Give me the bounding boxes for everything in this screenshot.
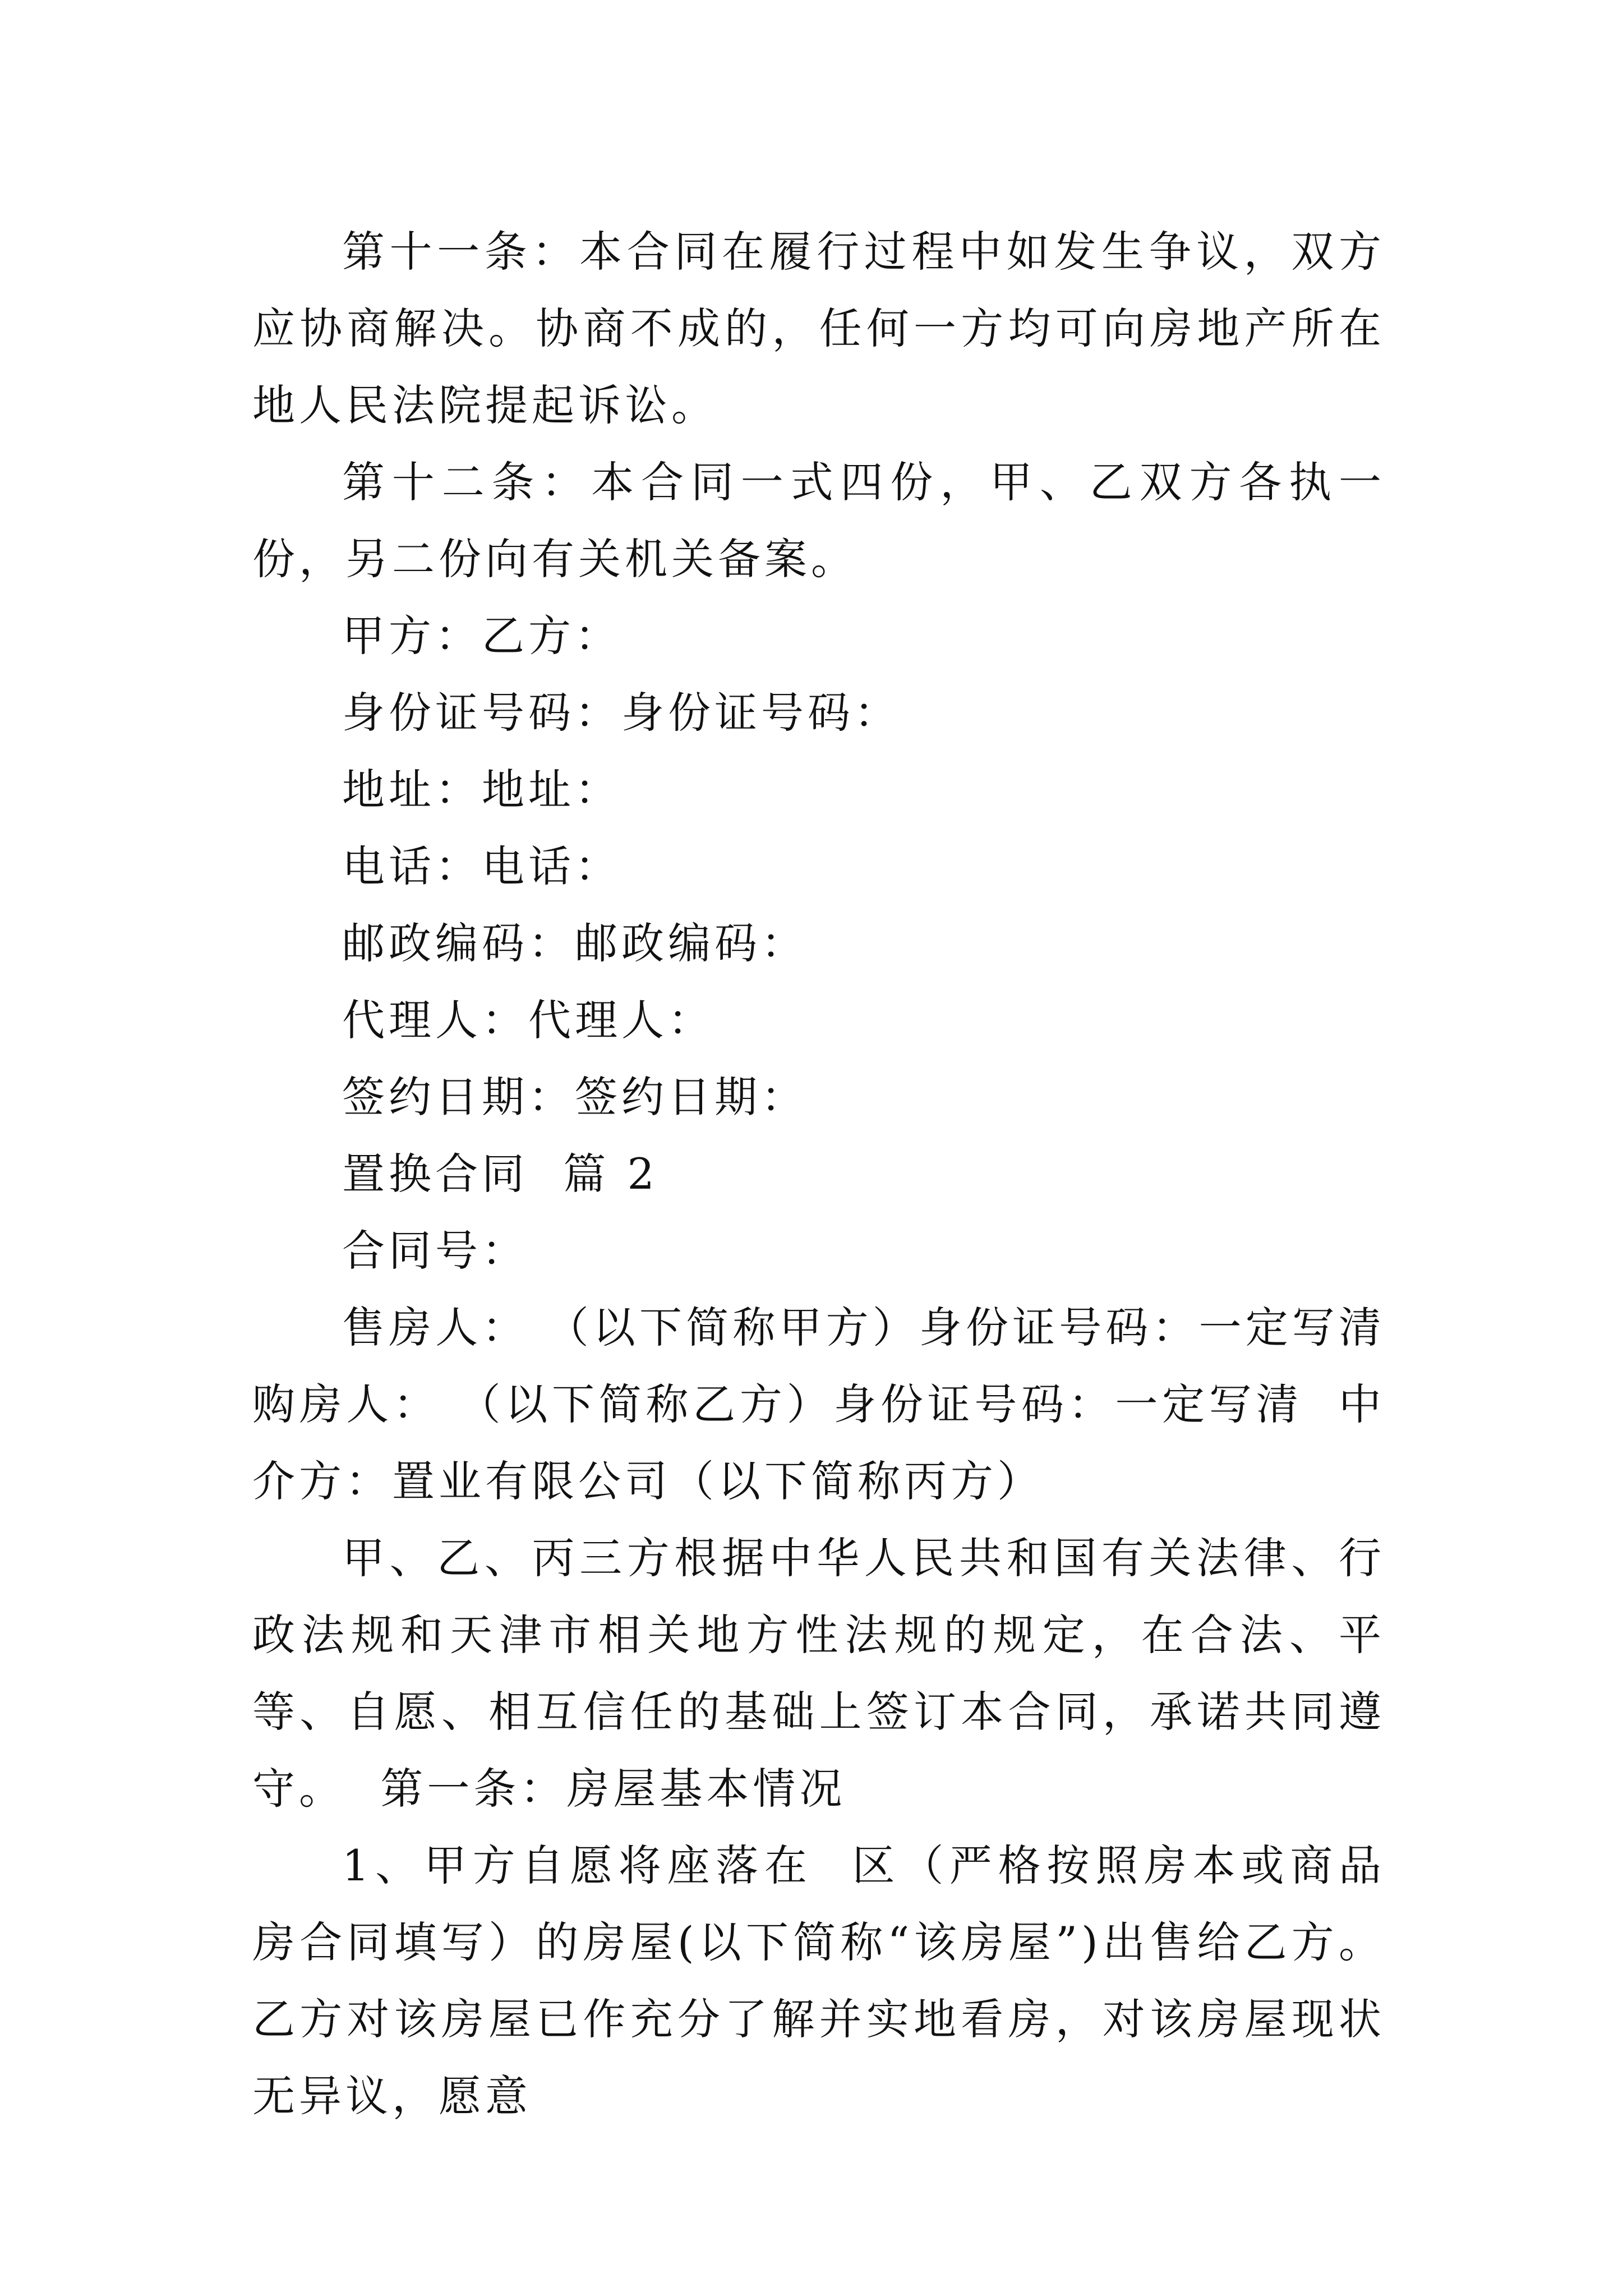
section-heading: 置换合同 篇 2 <box>342 1149 658 1199</box>
paragraph-article-12: 第十二条：本合同一式四份，甲、乙双方各执一份，另二份向有关机关备案。 <box>252 457 1385 584</box>
signature-phone-line: 电话：电话： <box>342 841 621 891</box>
document-body <box>252 213 1421 2134</box>
signature-date-line: 签约日期：签约日期： <box>342 1072 808 1122</box>
signature-postcode-line: 邮政编码：邮政编码： <box>342 918 808 968</box>
signature-id-line: 身份证号码：身份证号码： <box>342 688 901 738</box>
paragraph-article-11: 第十一条：本合同在履行过程中如发生争议，双方应协商解决。协商不成的，任何一方均可向房地产所在地人民法院提起诉讼。 <box>252 227 1385 430</box>
signature-party-line: 甲方：乙方： <box>342 611 621 661</box>
preamble-paragraph: 甲、乙、丙三方根据中华人民共和国有关法律、行政法规和天津市相关地方性法规的规定，在合法、平等、自愿、相互信任的基础上签订本合同，承诺共同遵守。 第一条：房屋基本情况 <box>252 1533 1385 1814</box>
clause-1-paragraph: 1、甲方自愿将座落在 区（严格按照房本或商品房合同填写）的房屋(以下简称“该房屋”)出售给乙方。乙方对该房屋已作充分了解并实地看房，对该房屋现状无异议，愿意 <box>252 1841 1385 2121</box>
contract-number-line: 合同号： <box>342 1226 528 1276</box>
signature-address-line: 地址：地址： <box>342 765 621 815</box>
parties-paragraph: 售房人： （以下简称甲方）身份证号码：一定写清 购房人： （以下简称乙方）身份证号码：一定写清 中介方：置业有限公司（以下简称丙方） <box>252 1303 1421 1506</box>
signature-agent-line: 代理人：代理人： <box>342 995 714 1045</box>
